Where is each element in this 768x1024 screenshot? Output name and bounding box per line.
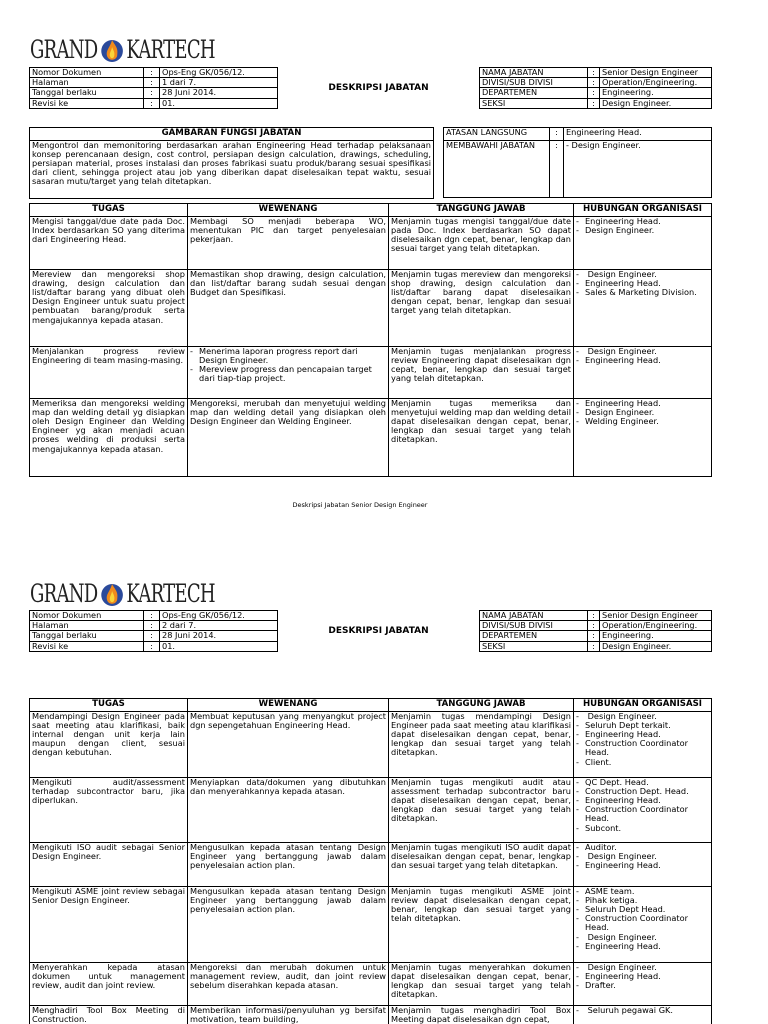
table-row: Mengisi tanggal/due date pada Doc. Index berdasarkan SO yang diterima dari Engineering Head. Membagi SO menjadi beberapa WO, menentukan PIC dan target penyelesaian pekerjaan. Menjamin tugas mengisi tanggal/due date pada Doc. Index berdasarkan SO dapat diselesaikan dgn cepat, benar, lengkap dan sesuai target yang telah ditetapkan. - Engineering Head. - Design Engineer.	[30, 216, 712, 269]
doc-title: DESKRIPSI JABATAN	[328, 625, 429, 636]
fungsi-title: GAMBARAN FUNGSI JABATAN	[30, 128, 434, 141]
fungsi-text: Mengontrol dan memonitoring berdasarkan arahan Engineering Head terhadap pelaksanaan konsep perencanaan design, cost control, persiapan design calculation, drawings, scheduling, persiapan material, proses instalasi dan proses fabrikasi suatu produk/barang sesuai spesifikasi dari client, sehingga project atau job yang diberikan dapat diselesaikan tepat waktu, sesuai sasaran mutu/target yang telah ditetapkan.	[30, 140, 434, 198]
atasan-table: ATASAN LANGSUNG : Engineering Head. MEMBAWAHI JABATAN : - Design Engineer.	[443, 127, 712, 198]
doc-title: DESKRIPSI JABATAN	[328, 82, 429, 93]
table-row: Mereview dan mengoreksi shop drawing, design calculation dan list/daftar barang yang dibuat oleh Design Engineer untuk suatu project pembuatan barang/produk serta mengajukannya kepada atasan. Memastikan shop drawing, design calculation, dan list/daftar barang sudah sesuai dengan Budget dan Spesifikasi. Menjamin tugas mereview dan mengoreksi shop drawing, design calculation dan list/daftar barang dapat diselesaikan dengan cepat, benar, lengkap dan sesuai target yang telah ditetapkan. - Design Engineer. - Engineering Head. - Sales & Marketing Division.	[30, 269, 712, 346]
fungsi-table	[29, 127, 434, 199]
page-footer: Deskripsi Jabatan Senior Design Engineer	[292, 501, 428, 509]
flame-logo-icon	[100, 37, 124, 63]
flame-logo-icon	[100, 581, 124, 607]
doc-info-table-page-2: Nomor Dokumen : Ops-Eng GK/056/12. DESKRIPSI JABATAN NAMA JABATAN : Senior Design Engineer Halaman : 2 dari 7. DIVISI/SUB DIVISI : Operation/Engineering. Tanggal berlaku : 28 Juni 2014. DEPARTEMEN : Engineering. Revisi ke : 01. SEKSI : Design Engineer.	[29, 610, 712, 652]
table-row: Mendampingi Design Engineer pada saat meeting atau klarifikasi, baik internal dengan unit kerja lain maupun dengan client, sesuai dengan kebutuhan. Membuat keputusan yang menyangkut project dgn sepengetahuan Engineering Head. Menjamin tugas mendampingi Design Engineer pada saat meeting atau klarifikasi dapat diselesaikan dengan cepat, benar, lengkap dan sesuai target yang telah ditetapkan. - Design Engineer. - Seluruh Dept terkait. - Engineering Head. - Construction Coordinator Head. - Client.	[30, 711, 712, 777]
table-row: Mengikuti ISO audit sebagai Senior Design Engineer. Mengusulkan kepada atasan tentang Design Engineer yang bertanggung jawab dalam penyelesaian action plan. Menjamin tugas mengikuti ISO audit dapat diselesaikan dengan cepat, benar, lengkap dan sesuai target yang telah ditetapkan. - Auditor. - Design Engineer. - Engineering Head.	[30, 842, 712, 886]
tasks-table-page-1: TUGAS WEWENANG TANGGUNG JAWAB HUBUNGAN ORGANISASI Mengisi tanggal/due date pada Doc. Index berdasarkan SO yang diterima dari Engineering Head. Membagi SO menjadi beberapa WO, menentukan PIC dan target penyelesaian pekerjaan. Menjamin tugas mengisi tanggal/due date pada Doc. Index berdasarkan SO dapat diselesaikan dgn cepat, benar, lengkap dan sesuai target yang telah ditetapkan. - Engineering Head. - Design Engineer. Mereview dan mengoreksi shop drawing, design calculation dan list/daftar barang yang dibuat oleh Design Engineer untuk suatu project pembuatan barang/produk serta mengajukannya kepada atasan. Memastikan shop drawing, design calculation, dan list/daftar barang sudah sesuai dengan Budget dan Spesifikasi. Menjamin tugas mereview dan mengoreksi shop drawing, design calculation dan list/daftar barang dapat diselesaikan dengan cepat, benar, lengkap dan sesuai target yang telah ditetapkan. - Design Engineer. - Engineering Head. - Sales & Marketing Division. Menjalankan progress review Engineering di team masing-masing. - Menerima laporan progress report dari Design Engineer. - Mereview progress dan pencapaian target dari tiap-tiap project. Menjamin tugas menjalankan progress review Engineering dapat diselesaikan dgn cepat, benar, lengkap dan sesuai target yang telah ditetapkan. - Design Engineer. - Engineering Head. Memeriksa dan mengoreksi welding map dan welding detail yg disiapkan oleh Design Engineer dan Welding Engineer yg akan menjadi acuan proses welding di produksi serta mengajukannya kepada atasan. Mengoreksi, merubah dan menyetujui welding map dan welding detail yang disiapkan oleh Design Engineer dan Welding Engineer. Menjamin tugas memeriksa dan menyetujui welding map dan welding detail dapat diselesaikan dengan cepat, benar, lengkap dan sesuai target yang telah ditetapkan. - Engineering Head. - Design Engineer. - Welding Engineer.	[29, 203, 712, 477]
table-row: Menjalankan progress review Engineering di team masing-masing. - Menerima laporan progress report dari Design Engineer. - Mereview progress dan pencapaian target dari tiap-tiap project. Menjamin tugas menjalankan progress review Engineering dapat diselesaikan dgn cepat, benar, lengkap dan sesuai target yang telah ditetapkan. - Design Engineer. - Engineering Head.	[30, 346, 712, 398]
table-row: Mengikuti audit/assessment terhadap subcontractor baru, jika diperlukan. Menyiapkan data/dokumen yang dibutuhkan dan menyerahkannya kepada atasan. Menjamin tugas mengikuti audit atau assessment terhadap subcontractor baru dapat diselesaikan dengan cepat, benar, lengkap dan sesuai target yang telah ditetapkan. - QC Dept. Head. - Construction Dept. Head. - Engineering Head. - Construction Coordinator Head. - Subcont.	[30, 777, 712, 842]
tasks-table-page-2: TUGAS WEWENANG TANGGUNG JAWAB HUBUNGAN ORGANISASI Mendampingi Design Engineer pada saat meeting atau klarifikasi, baik internal dengan unit kerja lain maupun dengan client, sesuai dengan kebutuhan. Membuat keputusan yang menyangkut project dgn sepengetahuan Engineering Head. Menjamin tugas mendampingi Design Engineer pada saat meeting atau klarifikasi dapat diselesaikan dengan cepat, benar, lengkap dan sesuai target yang telah ditetapkan. - Design Engineer. - Seluruh Dept terkait. - Engineering Head. - Construction Coordinator Head. - Client. Mengikuti audit/assessment terhadap subcontractor baru, jika diperlukan. Menyiapkan data/dokumen yang dibutuhkan dan menyerahkannya kepada atasan. Menjamin tugas mengikuti audit atau assessment terhadap subcontractor baru dapat diselesaikan dengan cepat, benar, lengkap dan sesuai target yang telah ditetapkan. - QC Dept. Head. - Construction Dept. Head. - Engineering Head. - Construction Coordinator Head. - Subcont. Mengikuti ISO audit sebagai Senior Design Engineer. Mengusulkan kepada atasan tentang Design Engineer yang bertanggung jawab dalam penyelesaian action plan. Menjamin tugas mengikuti ISO audit dapat diselesaikan dengan cepat, benar, lengkap dan sesuai target yang telah ditetapkan. - Auditor. - Design Engineer. - Engineering Head. Mengikuti ASME joint review sebagai Senior Design Engineer. Mengusulkan kepada atasan tentang Design Engineer yang bertanggung jawab dalam penyelesaian action plan. Menjamin tugas mengikuti ASME joint review dapat diselesaikan dengan cepat, benar, lengkap dan sesuai target yang telah ditetapkan. - ASME team. - Pihak ketiga. - Seluruh Dept Head. - Construction Coordinator Head. - Design Engineer. - Engineering Head. Menyerahkan kepada atasan dokumen untuk management review, audit dan joint review. Mengoreksi dan merubah dokumen untuk management review, audit, dan joint review sebelum diserahkan kepada atasan. Menjamin tugas menyerahkan dokumen dapat diselesaikan dengan cepat, benar, lengkap dan sesuai target yang telah ditetapkan. - Design Engineer. - Engineering Head. - Drafter. Menghadiri Tool Box Meeting di Construction. Memberikan informasi/penyuluhan yg bersifat motivation, team building, Menjamin tugas menghadiri Tool Box Meeting dapat diselesaikan dgn cepat, - Seluruh pegawai GK.	[29, 698, 712, 1024]
company-logo: GRAND KARTECH	[30, 35, 215, 64]
table-row: Menghadiri Tool Box Meeting di Construction. Memberikan informasi/penyuluhan yg bersifat motivation, team building, Menjamin tugas menghadiri Tool Box Meeting dapat diselesaikan dgn cepat, - Seluruh pegawai GK.	[30, 1005, 712, 1024]
table-row: Mengikuti ASME joint review sebagai Senior Design Engineer. Mengusulkan kepada atasan tentang Design Engineer yang bertanggung jawab dalam penyelesaian action plan. Menjamin tugas mengikuti ASME joint review dapat diselesaikan dengan cepat, benar, lengkap dan sesuai target yang telah ditetapkan. - ASME team. - Pihak ketiga. - Seluruh Dept Head. - Construction Coordinator Head. - Design Engineer. - Engineering Head.	[30, 886, 712, 962]
table-row: Memeriksa dan mengoreksi welding map dan welding detail yg disiapkan oleh Design Engineer dan Welding Engineer yg akan menjadi acuan proses welding di produksi serta mengajukannya kepada atasan. Mengoreksi, merubah dan menyetujui welding map dan welding detail yang disiapkan oleh Design Engineer dan Welding Engineer. Menjamin tugas memeriksa dan menyetujui welding map dan welding detail dapat diselesaikan dengan cepat, benar, lengkap dan sesuai target yang telah ditetapkan. - Engineering Head. - Design Engineer. - Welding Engineer.	[30, 398, 712, 476]
table-row: Menyerahkan kepada atasan dokumen untuk management review, audit dan joint review. Mengoreksi dan merubah dokumen untuk management review, audit, dan joint review sebelum diserahkan kepada atasan. Menjamin tugas menyerahkan dokumen dapat diselesaikan dengan cepat, benar, lengkap dan sesuai target yang telah ditetapkan. - Design Engineer. - Engineering Head. - Drafter.	[30, 962, 712, 1005]
company-logo: GRAND KARTECH	[30, 579, 215, 608]
doc-info-table: Nomor Dokumen : Ops-Eng GK/056/12. DESKRIPSI JABATAN NAMA JABATAN : Senior Design Engineer Halaman : 1 dari 7. DIVISI/SUB DIVISI : Operation/Engineering. Tanggal berlaku : 28 Juni 2014. DEPARTEMEN : Engineering. Revisi ke : 01. SEKSI : Design Engineer.	[29, 67, 712, 109]
